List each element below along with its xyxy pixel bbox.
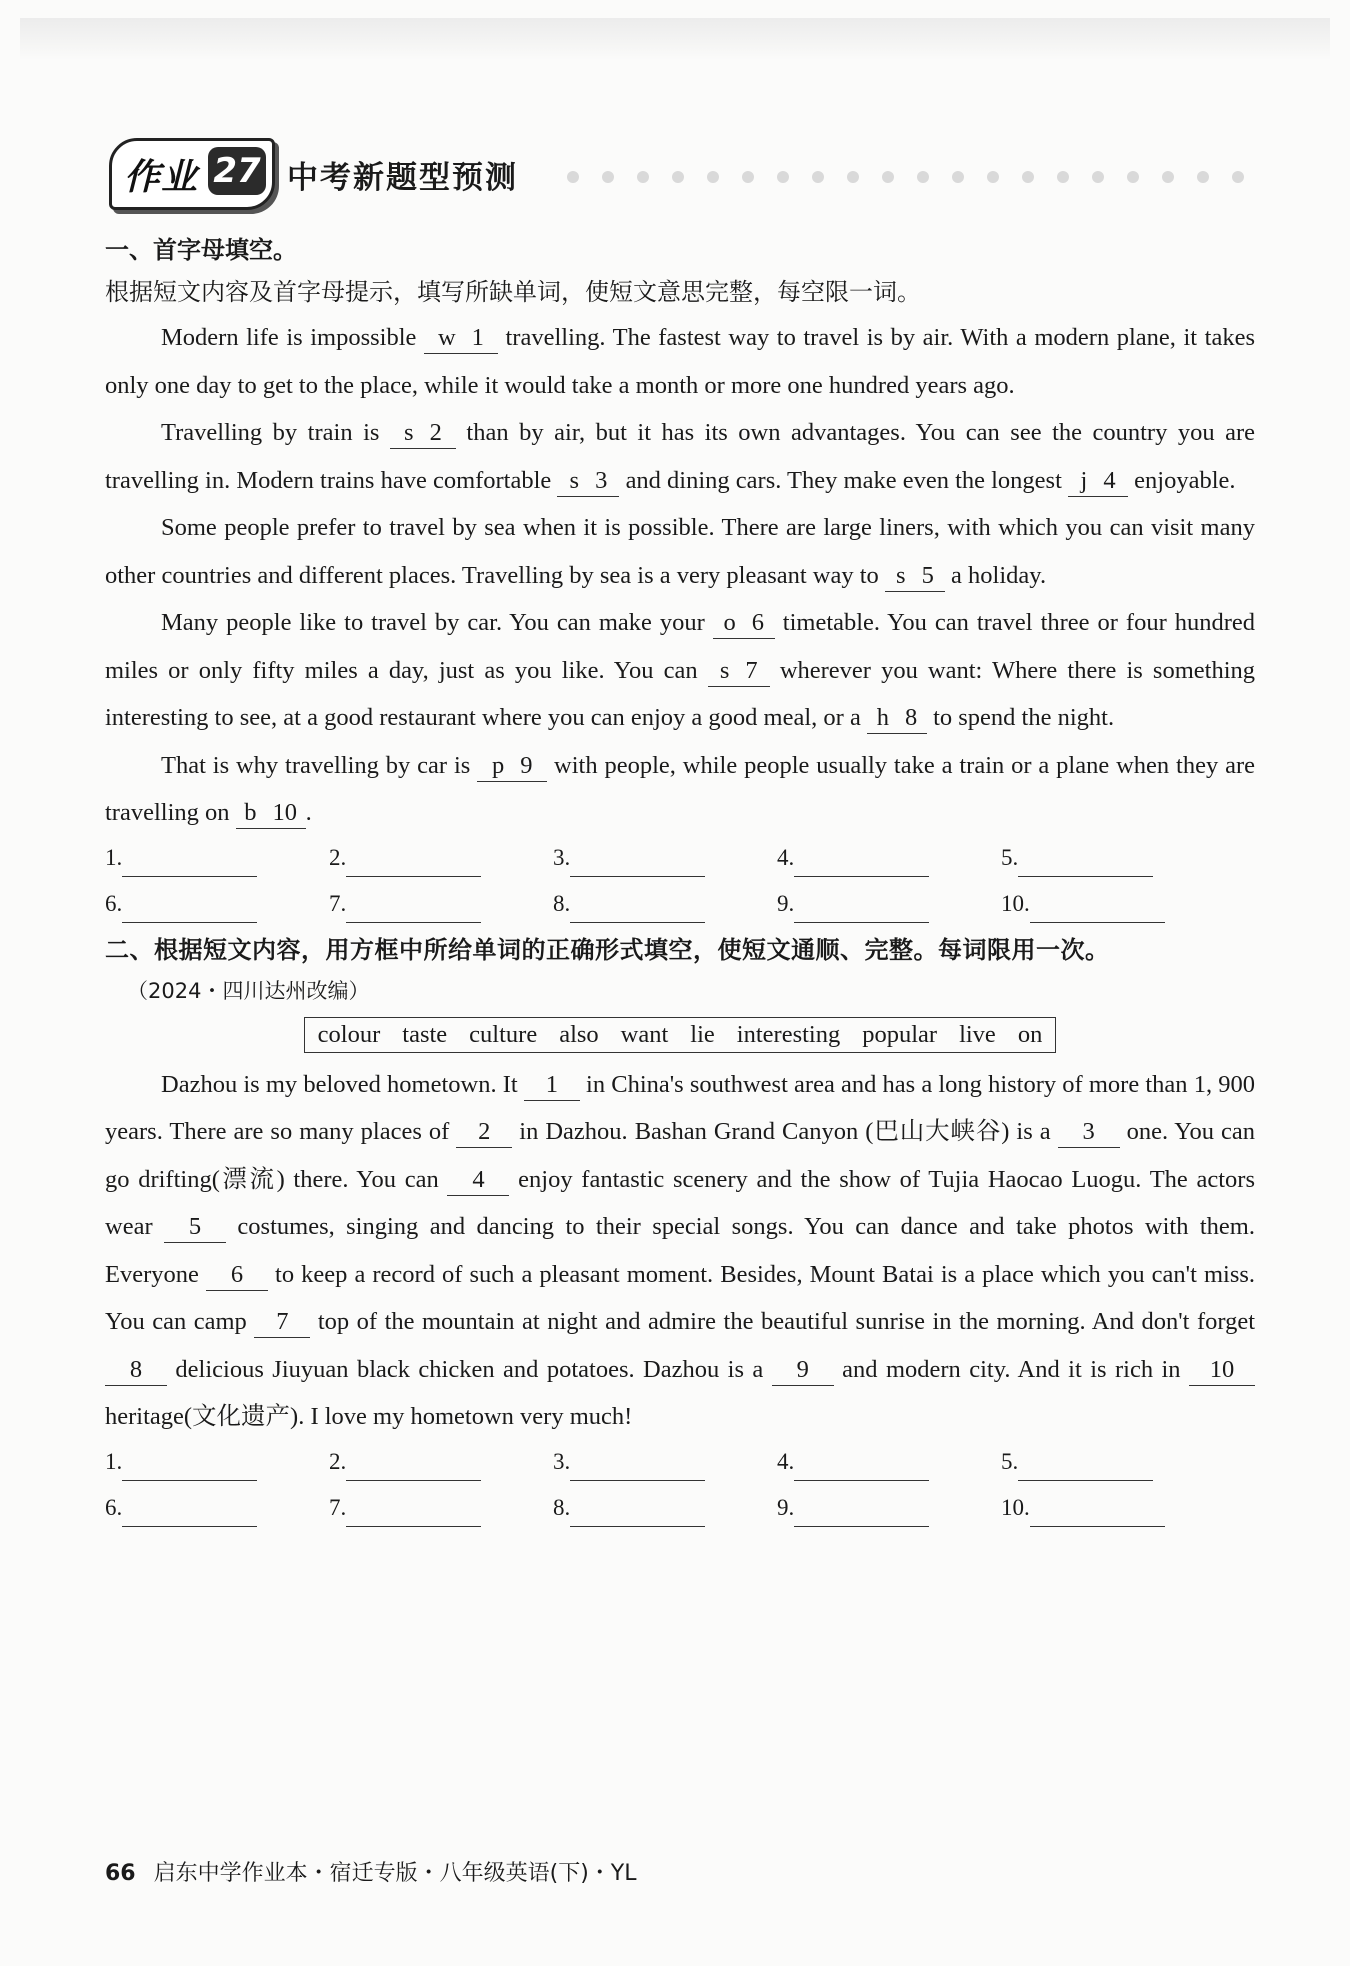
answer-slot[interactable]: 6. <box>105 1489 329 1527</box>
passage-1-paragraph-4: Many people like to travel by car. You can make your o 6 timetable. You can travel three or four hundred miles or only fifty miles a day, just as you like. You can s 7 wherever you want: Where there is something interesting to see, at a good restaurant where you can enjoy a good meal, or a h 8 to spend the night. <box>105 599 1255 742</box>
blank-input[interactable]: b 10 <box>236 798 306 829</box>
badge-number: 27 <box>208 147 266 195</box>
page-footer <box>105 1856 637 1887</box>
word-bank-item: want <box>620 1020 669 1048</box>
answer-slot[interactable]: 6. <box>105 885 329 923</box>
decorative-dot <box>1127 171 1139 183</box>
decorative-dot <box>812 171 824 183</box>
blank-input[interactable]: 2 <box>456 1117 512 1148</box>
blank-input[interactable]: s 3 <box>557 466 619 497</box>
page-number: 66 <box>105 1861 136 1886</box>
answer-slot[interactable]: 2. <box>329 1443 553 1481</box>
word-bank-item: on <box>1017 1020 1043 1048</box>
answer-slot[interactable]: 2. <box>329 839 553 877</box>
section-2-heading: 二、根据短文内容，用方框中所给单词的正确形式填空，使短文通顺、完整。每词限用一次。 <box>105 935 1110 964</box>
decorative-dot <box>1092 171 1104 183</box>
decorative-dot <box>987 171 999 183</box>
word-bank-item: culture <box>469 1020 538 1048</box>
source-note: （2024・四川达州改编） <box>127 978 370 1003</box>
section-1-heading: 一、首字母填空。 <box>105 236 297 264</box>
answer-slot[interactable]: 1. <box>105 1443 329 1481</box>
answer-slot[interactable]: 4. <box>777 839 1001 877</box>
blank-input[interactable]: s 7 <box>708 656 770 687</box>
word-bank-item: also <box>559 1020 599 1048</box>
badge-label: 作业 <box>124 157 199 198</box>
passage-1-paragraph-5: That is why travelling by car is p 9 with people, while people usually take a train or a plane when they are travelling on b 10 . <box>105 742 1255 837</box>
assignment-header <box>105 130 1255 210</box>
word-bank-item: popular <box>862 1020 938 1048</box>
decorative-dot <box>672 171 684 183</box>
word-bank-item: colour <box>317 1020 381 1048</box>
answer-slot[interactable]: 7. <box>329 885 553 923</box>
book-title: 启东中学作业本・宿迁专版・八年级英语(下)・YL <box>153 1861 637 1886</box>
answer-slot[interactable]: 3. <box>553 839 777 877</box>
answer-slot[interactable]: 4. <box>777 1443 1001 1481</box>
passage-1-paragraph-3: Some people prefer to travel by sea when it is possible. There are large liners, with which you can visit many other countries and different places. Travelling by sea is a very pleasant way to s 5 a holiday. <box>105 504 1255 599</box>
blank-input[interactable]: 4 <box>447 1165 509 1196</box>
answer-slot[interactable]: 10. <box>1001 1489 1225 1527</box>
word-bank-wrapper <box>105 1017 1255 1053</box>
blank-input[interactable]: 5 <box>164 1212 226 1243</box>
blank-input[interactable]: 3 <box>1058 1117 1120 1148</box>
decorative-dot <box>637 171 649 183</box>
assignment-badge <box>109 138 275 210</box>
blank-input[interactable]: s 5 <box>885 561 945 592</box>
blank-input[interactable]: 7 <box>254 1307 310 1338</box>
page-title: 中考新题型预测 <box>287 160 518 196</box>
word-bank-item: live <box>959 1020 996 1048</box>
answer-slot[interactable]: 3. <box>553 1443 777 1481</box>
passage-1-paragraph-1: Modern life is impossible w 1 travelling. The fastest way to travel is by air. With a modern plane, it takes only one day to get to the place, while it would take a month or more one hundred years ago. <box>105 324 1255 399</box>
answer-slot[interactable]: 1. <box>105 839 329 877</box>
decorative-dot <box>602 171 614 183</box>
decorative-dot <box>1232 171 1244 183</box>
blank-input[interactable]: 9 <box>772 1355 834 1386</box>
word-bank-item: taste <box>402 1020 448 1048</box>
answer-slot[interactable]: 9. <box>777 1489 1001 1527</box>
blank-input[interactable]: 6 <box>206 1260 268 1291</box>
decorative-dot <box>1022 171 1034 183</box>
decorative-dot <box>917 171 929 183</box>
section-1-instruction: 根据短文内容及首字母提示，填写所缺单词，使短文意思完整，每空限一词。 <box>105 278 921 306</box>
decorative-dot <box>952 171 964 183</box>
decorative-dot <box>882 171 894 183</box>
section-1-answer-grid <box>105 839 1255 923</box>
word-bank <box>304 1017 1057 1053</box>
blank-input[interactable]: w 1 <box>424 323 498 354</box>
blank-input[interactable]: 8 <box>105 1355 167 1386</box>
answer-slot[interactable]: 8. <box>553 1489 777 1527</box>
answer-slot[interactable]: 9. <box>777 885 1001 923</box>
decorative-dot <box>777 171 789 183</box>
decorative-dot <box>742 171 754 183</box>
answer-slot[interactable]: 8. <box>553 885 777 923</box>
scan-shadow <box>20 18 1330 60</box>
decorative-dot <box>847 171 859 183</box>
blank-input[interactable]: 1 <box>524 1070 580 1101</box>
answer-slot[interactable]: 5. <box>1001 839 1225 877</box>
decorative-dot <box>707 171 719 183</box>
answer-slot[interactable]: 5. <box>1001 1443 1225 1481</box>
blank-input[interactable]: s 2 <box>390 418 456 449</box>
section-2-answer-grid <box>105 1443 1255 1527</box>
blank-input[interactable]: j 4 <box>1068 466 1128 497</box>
decorative-dot <box>1057 171 1069 183</box>
answer-slot[interactable]: 10. <box>1001 885 1225 923</box>
word-bank-item: lie <box>690 1020 715 1048</box>
decorative-dot <box>567 171 579 183</box>
blank-input[interactable]: h 8 <box>867 703 927 734</box>
decorative-dots <box>567 170 1267 184</box>
blank-input[interactable]: o 6 <box>713 608 775 639</box>
page <box>105 130 1255 1527</box>
word-bank-item: interesting <box>736 1020 841 1048</box>
answer-slot[interactable]: 7. <box>329 1489 553 1527</box>
decorative-dot <box>1197 171 1209 183</box>
passage-1-paragraph-2: Travelling by train is s 2 than by air, but it has its own advantages. You can see the country you are travelling in. Modern trains have comfortable s 3 and dining cars. They make even the longest j 4 enjoyable. <box>105 409 1255 504</box>
passage-2: Dazhou is my beloved hometown. It 1 in China's southwest area and has a long history of more than 1, 900 years. There are so many places of 2 in Dazhou. Bashan Grand Canyon (巴山大峡谷) is a 3 one. You can go drifting(漂流) there. You can 4 enjoy fantastic scenery and the show of Tujia Haocao Luogu. The actors wear 5 costumes, singing and dancing to their special songs. You can dance and take photos with them. Everyone 6 to keep a record of such a pleasant moment. Besides, Mount Batai is a place which you can't miss. You can camp 7 top of the mountain at night and admire the beautiful sunrise in the morning. And don't forget 8 delicious Jiuyuan black chicken and potatoes. Dazhou is a 9 and modern city. And it is rich in 10 heritage(文化遗产). I love my hometown very much! <box>105 1070 1256 1430</box>
decorative-dot <box>1162 171 1174 183</box>
blank-input[interactable]: 10 <box>1189 1355 1255 1386</box>
blank-input[interactable]: p 9 <box>477 751 547 782</box>
